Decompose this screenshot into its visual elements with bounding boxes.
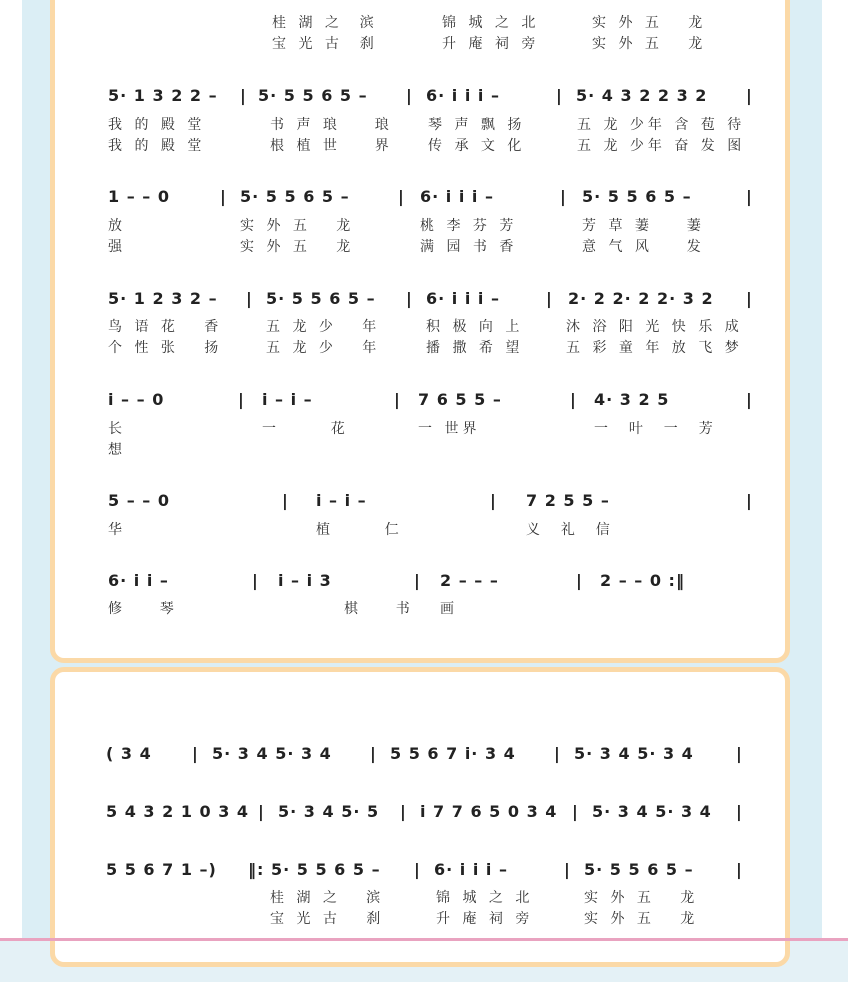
lyrics-line xyxy=(0,420,848,438)
barline: | xyxy=(414,571,421,590)
lyric-phrase: 五 龙 少年 含 苞 待 xyxy=(577,117,746,133)
measure: i – i – xyxy=(316,491,367,510)
barline: | xyxy=(192,744,199,763)
barline: | xyxy=(220,187,227,206)
measure: 6· i i – xyxy=(108,571,169,590)
measure: 5· 1 2 3 2 – xyxy=(108,289,218,308)
lyric-phrase: 华 xyxy=(108,522,126,538)
barline: | xyxy=(746,390,753,409)
lyric-phrase: 桂 湖 之 滨 xyxy=(270,890,385,906)
lyric-phrase: 书 声 琅 琅 xyxy=(270,117,393,133)
lyric-phrase: 升 庵 祠 旁 xyxy=(442,36,540,52)
lyric-phrase: 五 龙 少 年 xyxy=(266,340,381,356)
barline: | xyxy=(736,860,743,879)
measure: 5 5 6 7 1 –) xyxy=(106,860,217,879)
barline: | xyxy=(282,491,289,510)
barline: | xyxy=(736,744,743,763)
lyric-phrase: 放 xyxy=(108,218,126,234)
lyric-phrase: 宝 光 古 刹 xyxy=(270,911,385,927)
lyric-phrase: 锦 城 之 北 xyxy=(436,890,534,906)
measure: 1 – – 0 xyxy=(108,187,170,206)
lyric-phrase: 强 xyxy=(108,239,126,255)
notation-system xyxy=(0,801,848,823)
barline: | xyxy=(746,491,753,510)
lyrics-line xyxy=(0,217,848,235)
barline: | xyxy=(570,390,577,409)
barline: | xyxy=(258,802,265,821)
measure: 7 6 5 5 – xyxy=(418,390,502,409)
measure: 5· 3 4 5· 3 4 xyxy=(592,802,712,821)
lyric-phrase: 传 承 文 化 xyxy=(428,138,526,154)
barline: | xyxy=(394,390,401,409)
lyric-phrase: 沐 浴 阳 光 快 乐 成 xyxy=(566,319,743,335)
lyrics-line xyxy=(0,238,848,256)
lyric-phrase: 五 龙 少 年 xyxy=(266,319,381,335)
measure: 5 – – 0 xyxy=(108,491,170,510)
lyric-phrase: 实 外 五 龙 xyxy=(584,911,699,927)
barline: | xyxy=(406,86,413,105)
measure: ‖: 5· 5 5 6 5 – xyxy=(248,860,381,879)
measure: 5· 3 4 5· 3 4 xyxy=(574,744,694,763)
barline: | xyxy=(546,289,553,308)
lyric-phrase: 实 外 五 龙 xyxy=(240,218,355,234)
measure: i – i – xyxy=(262,390,313,409)
lyric-phrase: 桃 李 芬 芳 xyxy=(420,218,518,234)
lyric-phrase: 宝 光 古 刹 xyxy=(272,36,378,52)
lyrics-line xyxy=(0,14,848,32)
lyric-phrase: 长 xyxy=(108,421,126,437)
notation-system xyxy=(0,859,848,881)
barline: | xyxy=(554,744,561,763)
lyric-phrase: 实 外 五 龙 xyxy=(592,15,707,31)
barline: | xyxy=(556,86,563,105)
barline: | xyxy=(746,289,753,308)
lyric-phrase: 实 外 五 龙 xyxy=(584,890,699,906)
measure: 5· 5 5 6 5 – xyxy=(584,860,694,879)
measure: 5 5 6 7 i· 3 4 xyxy=(390,744,516,763)
lyric-phrase: 棋 书 xyxy=(344,601,414,617)
measure: 2 – – 0 :‖ xyxy=(600,571,685,590)
lyrics-line xyxy=(0,137,848,155)
lyric-phrase: 一 世界 xyxy=(418,421,481,437)
lyric-phrase: 琴 声 飘 扬 xyxy=(428,117,526,133)
lyrics-line xyxy=(0,339,848,357)
barline: | xyxy=(400,802,407,821)
barline: | xyxy=(406,289,413,308)
lyric-phrase: 五 彩 童 年 放 飞 梦 xyxy=(566,340,743,356)
measure: 6· i i i – xyxy=(426,86,500,105)
lyric-phrase: 芳 草 萋 萋 xyxy=(582,218,705,234)
measure: 5· 1 3 2 2 – xyxy=(108,86,218,105)
measure: i – – 0 xyxy=(108,390,165,409)
lyric-phrase: 桂 湖 之 滨 xyxy=(272,15,378,31)
barline: | xyxy=(398,187,405,206)
measure: 6· i i i – xyxy=(434,860,508,879)
measure: 6· i i i – xyxy=(426,289,500,308)
notation-system xyxy=(0,743,848,765)
barline: | xyxy=(572,802,579,821)
measure: 5· 3 4 5· 3 4 xyxy=(212,744,332,763)
barline: | xyxy=(252,571,259,590)
lyric-phrase: 播 撒 希 望 xyxy=(426,340,524,356)
lyrics-line xyxy=(0,35,848,53)
barline: | xyxy=(240,86,247,105)
notation-system xyxy=(0,570,848,592)
lyric-phrase: 义 礼 信 xyxy=(526,522,614,538)
lyrics-line xyxy=(0,910,848,928)
barline: | xyxy=(238,390,245,409)
measure: 5· 3 4 5· 5 xyxy=(278,802,380,821)
lyric-phrase: 实 外 五 龙 xyxy=(592,36,707,52)
measure: 4· 3 2 5 xyxy=(594,390,670,409)
lyric-phrase: 植 仁 xyxy=(316,522,403,538)
barline: | xyxy=(564,860,571,879)
measure: 5 4 3 2 1 0 3 4 xyxy=(106,802,250,821)
notation-system xyxy=(0,186,848,208)
barline: | xyxy=(576,571,583,590)
barline: | xyxy=(490,491,497,510)
lyric-phrase: 我 的 殿 堂 xyxy=(108,138,206,154)
barline: | xyxy=(746,187,753,206)
lyric-phrase: 积 极 向 上 xyxy=(426,319,524,335)
measure: 6· i i i – xyxy=(420,187,494,206)
measure: 2 – – – xyxy=(440,571,499,590)
barline: | xyxy=(414,860,421,879)
lyric-phrase: 想 xyxy=(108,442,126,458)
measure: 5· 5 5 6 5 – xyxy=(582,187,692,206)
measure: 5· 5 5 6 5 – xyxy=(258,86,368,105)
measure: 5· 5 5 6 5 – xyxy=(266,289,376,308)
lyric-phrase: 升 庵 祠 旁 xyxy=(436,911,534,927)
notation-system xyxy=(0,288,848,310)
lyrics-line xyxy=(0,889,848,907)
lyric-phrase: 一 花 xyxy=(262,421,349,437)
notation-system xyxy=(0,85,848,107)
lyrics-line xyxy=(0,600,848,618)
barline: | xyxy=(746,86,753,105)
lyric-phrase: 个 性 张 扬 xyxy=(108,340,223,356)
measure: 7 2 5 5 – xyxy=(526,491,610,510)
lyric-phrase: 画 xyxy=(440,601,458,617)
measure: 2· 2 2· 2 2· 3 2 xyxy=(568,289,714,308)
notation-system xyxy=(0,490,848,512)
lyrics-line xyxy=(0,521,848,539)
measure: 5· 5 5 6 5 – xyxy=(240,187,350,206)
measure: i – i 3 xyxy=(278,571,332,590)
lyric-phrase: 根 植 世 界 xyxy=(270,138,393,154)
lyric-phrase: 修 琴 xyxy=(108,601,178,617)
lyric-phrase: 实 外 五 龙 xyxy=(240,239,355,255)
lyric-phrase: 意 气 风 发 xyxy=(582,239,705,255)
lyric-phrase: 锦 城 之 北 xyxy=(442,15,540,31)
lyric-phrase: 满 园 书 香 xyxy=(420,239,518,255)
measure: i 7 7 6 5 0 3 4 xyxy=(420,802,558,821)
lyrics-line xyxy=(0,441,848,459)
barline: | xyxy=(736,802,743,821)
lyric-phrase: 鸟 语 花 香 xyxy=(108,319,223,335)
barline: | xyxy=(560,187,567,206)
measure: 5· 4 3 2 2 3 2 xyxy=(576,86,708,105)
barline: | xyxy=(370,744,377,763)
notation-system xyxy=(0,389,848,411)
measure: ( 3 4 xyxy=(106,744,152,763)
lyrics-line xyxy=(0,116,848,134)
lyric-phrase: 我 的 殿 堂 xyxy=(108,117,206,133)
barline: | xyxy=(246,289,253,308)
lyric-phrase: 五 龙 少年 奋 发 图 xyxy=(577,138,746,154)
lyrics-line xyxy=(0,318,848,336)
lyric-phrase: 一 叶 一 芳 xyxy=(594,421,717,437)
